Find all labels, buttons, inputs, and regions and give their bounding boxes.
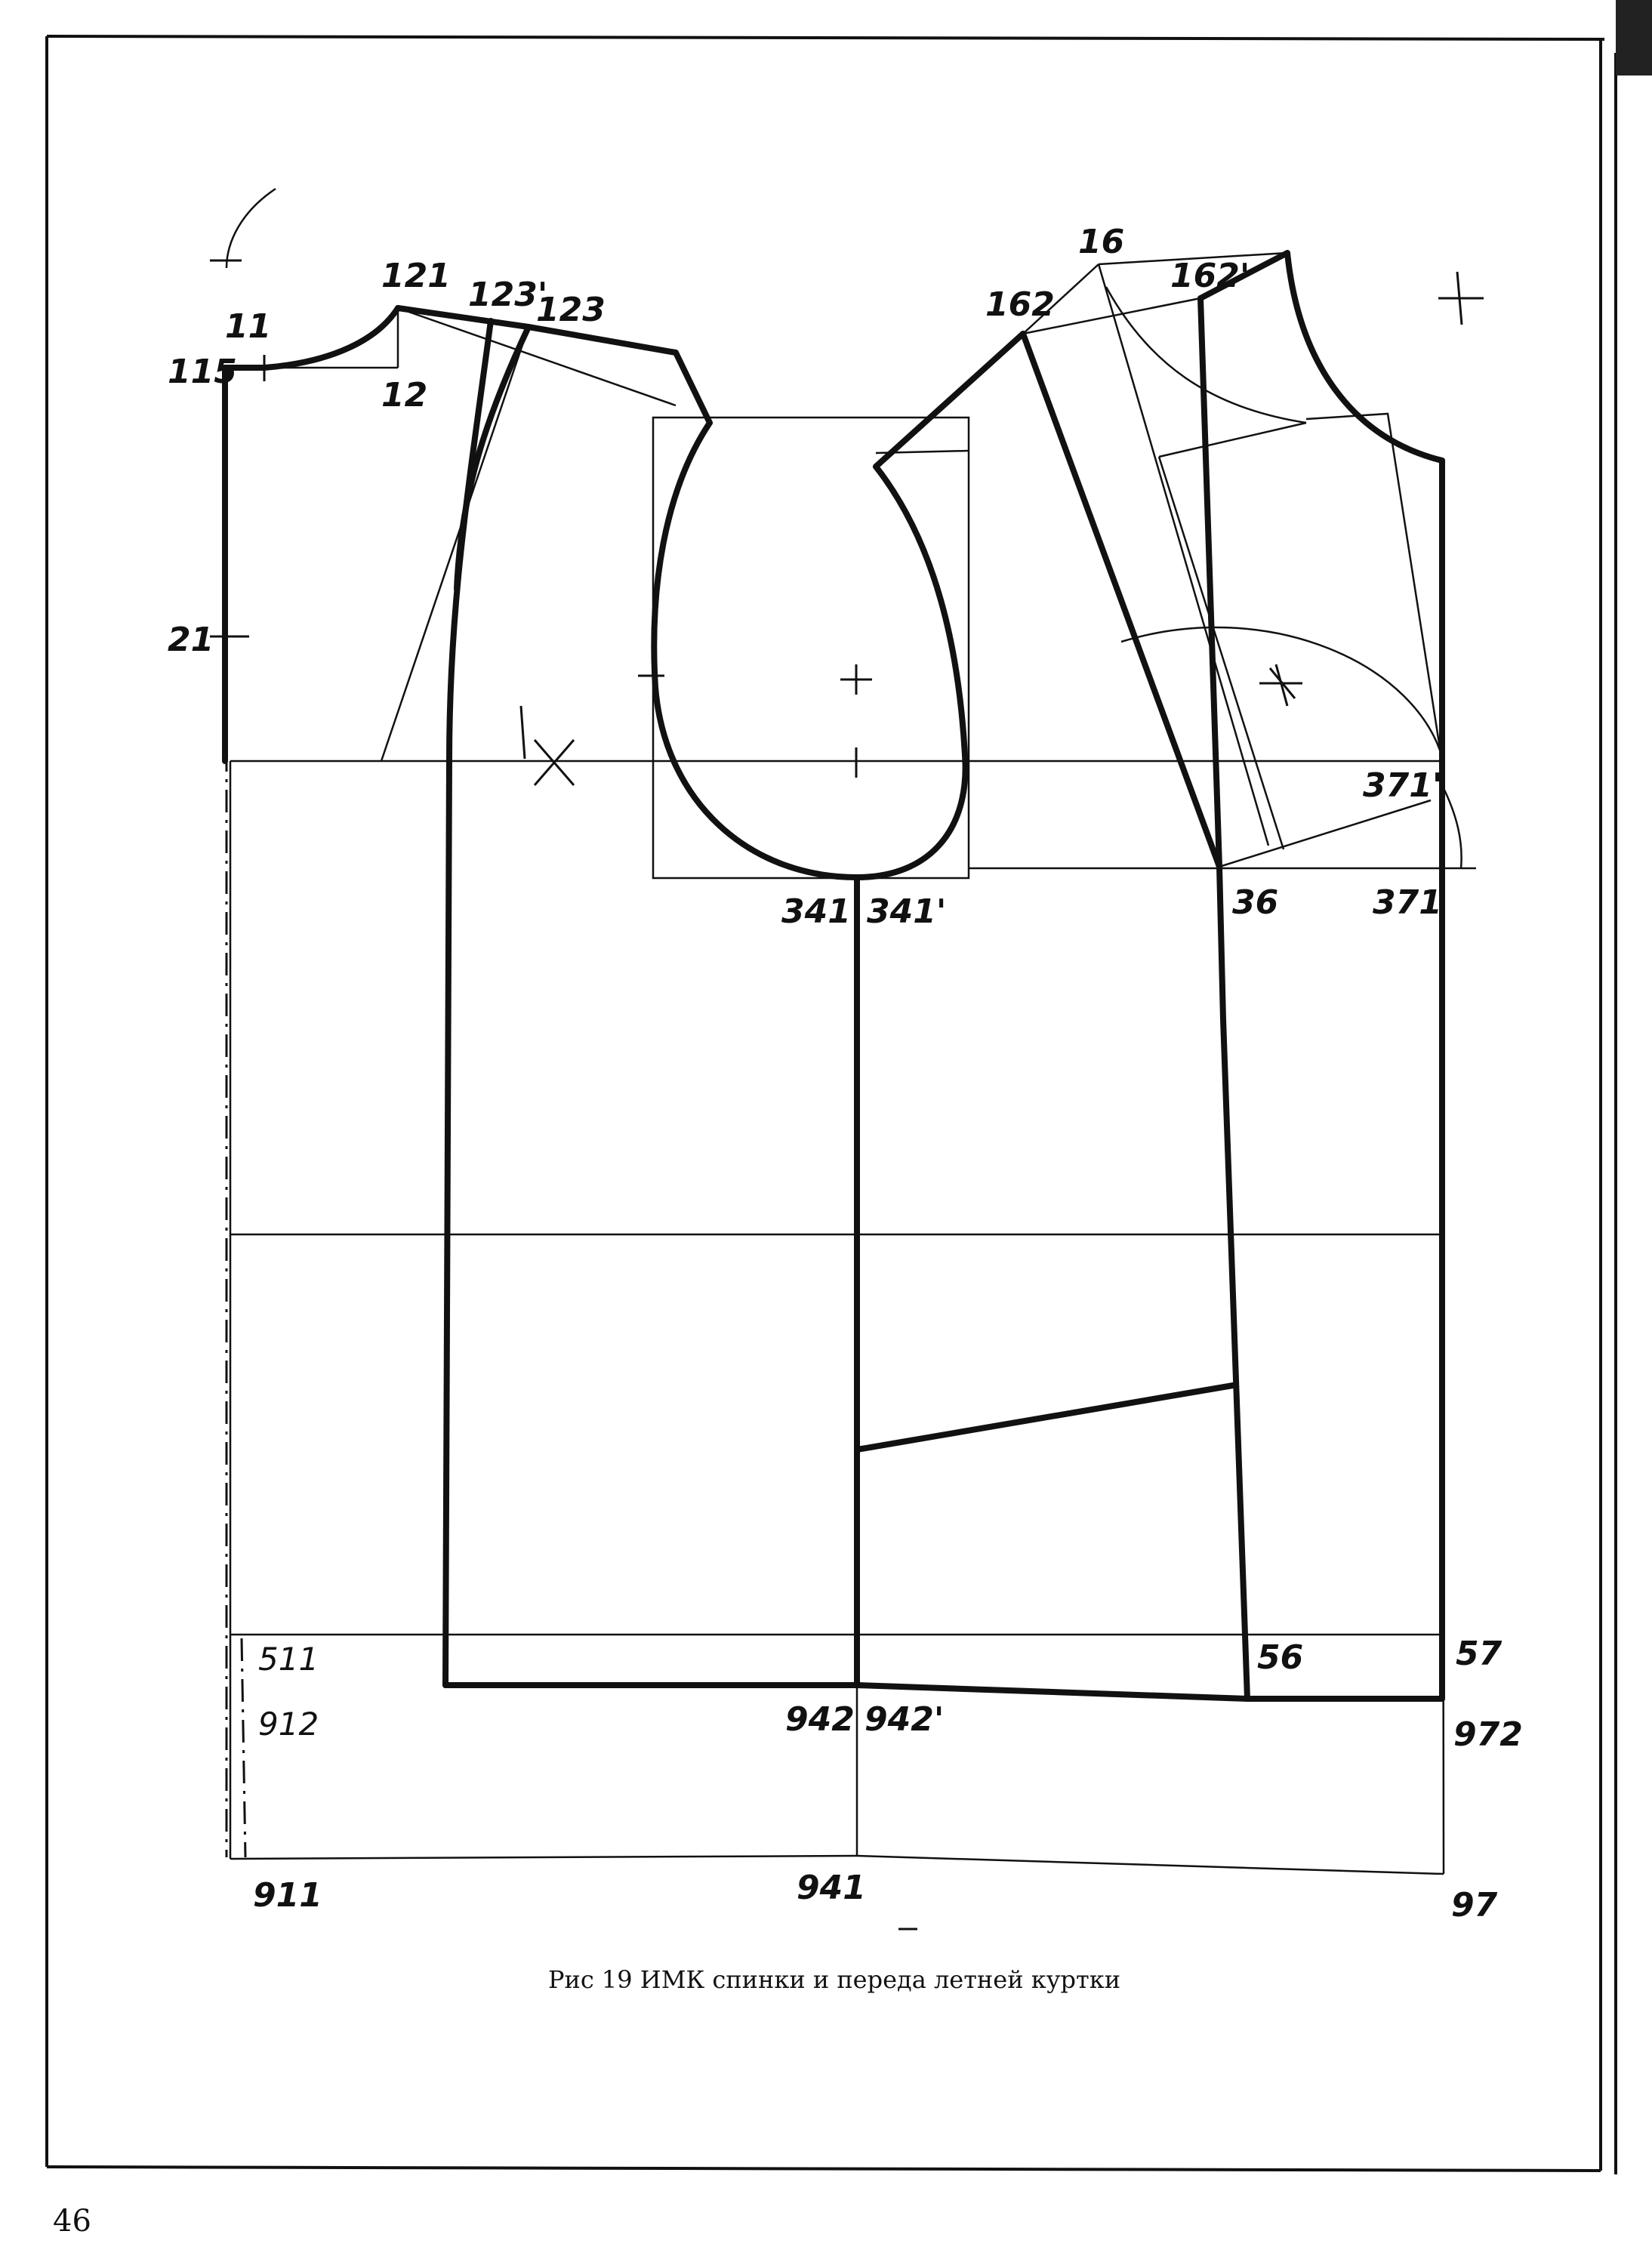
label-57: 57 [1456,1635,1503,1673]
label-511: 511 [258,1641,319,1678]
page-number: 46 [53,2204,91,2239]
page-corner-mark [1616,0,1652,76]
label-56: 56 [1257,1638,1304,1677]
label-371-prime: 371' [1363,766,1443,805]
label-36: 36 [1232,883,1279,922]
label-972: 972 [1453,1715,1523,1754]
label-162: 162 [985,285,1055,324]
label-912: 912 [258,1706,319,1743]
pattern-contour [225,253,1442,1699]
label-123-prime: 123' [468,276,548,314]
label-123: 123 [536,291,606,329]
label-121: 121 [381,257,451,295]
construction-grid [223,189,1476,1874]
label-11: 11 [225,307,272,346]
label-115: 115 [168,353,237,391]
label-16: 16 [1078,223,1125,261]
label-942-prime: 942' [865,1700,945,1739]
label-162-prime: 162' [1170,257,1250,295]
label-21: 21 [168,621,214,659]
page-frame [47,0,1652,2174]
label-97: 97 [1451,1886,1498,1924]
point-labels [168,223,1523,1924]
label-371: 371 [1373,883,1442,922]
construction-marks [210,260,1484,1929]
label-911: 911 [253,1876,322,1915]
label-341-prime: 341' [867,892,947,931]
label-341: 341 [781,892,851,931]
label-941: 941 [797,1869,866,1907]
label-12: 12 [381,376,428,414]
figure-caption: Рис 19 ИМК спинки и переда летней куртки [547,1965,1121,1994]
label-942: 942 [785,1700,855,1739]
